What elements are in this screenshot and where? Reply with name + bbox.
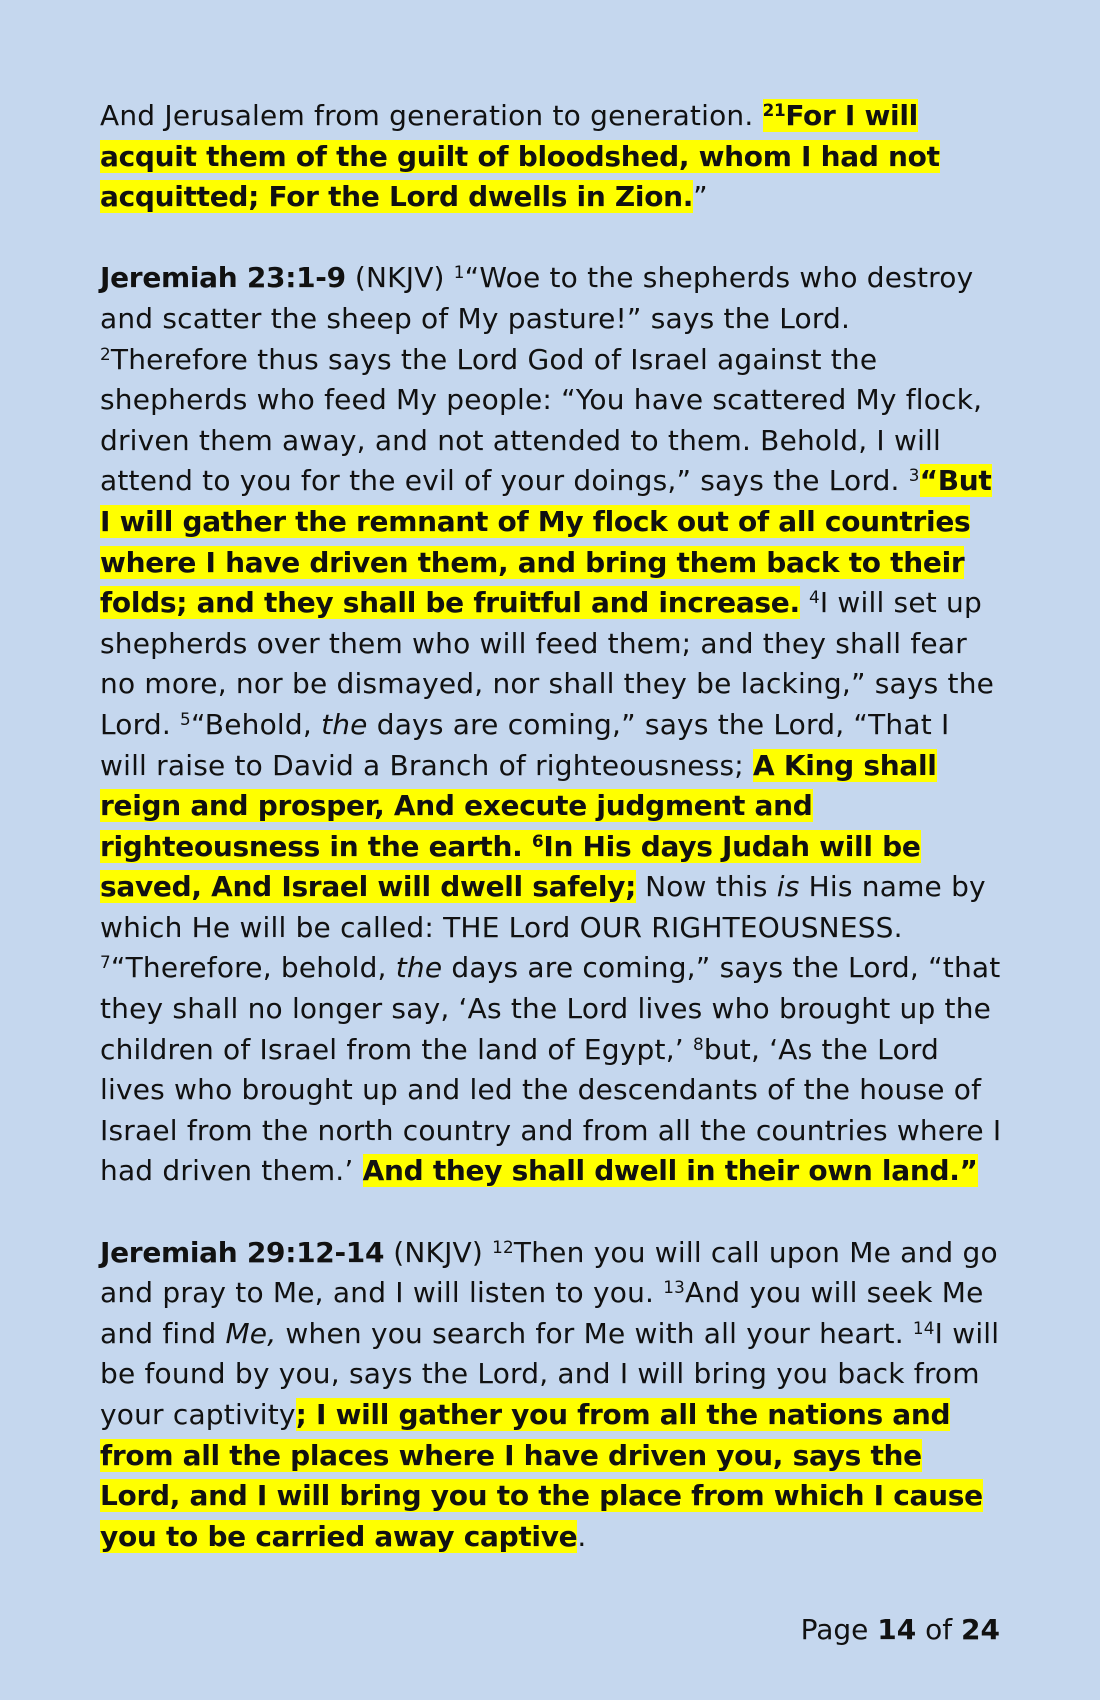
passage-text: “Behold, (190, 707, 322, 741)
passage-jeremiah-23 (100, 258, 1005, 1192)
passage-text: I will set up shepherds over them who will feed them; and they shall fear no more, nor be dismayed, nor shall they be lacking,” says the Lord. (100, 586, 995, 741)
verse-number: 1 (453, 262, 465, 283)
highlighted-text: ; I will gather you from all the nations and from all the places where I have driven you, says the Lord, and I will bring you to the place from which I cause you to be carried away captive (100, 1398, 983, 1553)
verse-number: 5 (180, 708, 191, 729)
passage-text (800, 586, 809, 619)
passage-text: “Woe to the shepherds who destroy and scatter the sheep of My pasture!” says the Lord. (100, 261, 974, 335)
passage-text: Therefore thus says the Lord God of Israel against the shepherds who feed My people: “You have scattered My flock, driven them away, and not attended to them. Behold, I will attend to you for the evil of your doings,” says the Lord. (100, 342, 983, 498)
total-pages: 24 (961, 1613, 1000, 1646)
bible-version: (NKJV) (345, 261, 454, 295)
verse-number: 21 (762, 99, 786, 120)
page-number (801, 1610, 1000, 1650)
passage-text: days are coming,” says the Lord, “That I will raise to David a Branch of righteousness; (100, 707, 950, 782)
verse-number: 2 (100, 343, 111, 364)
italic-word: the (321, 707, 368, 741)
page-of-label: of (916, 1613, 962, 1646)
current-page: 14 (877, 1613, 917, 1646)
italic-word: is (776, 870, 800, 904)
page-body (100, 96, 1005, 1557)
verse-number: 4 (808, 586, 820, 607)
passage-text: And Jerusalem from generation to generation. (100, 99, 763, 132)
passage-text: His name by which He will be called: THE Lord OUR RIGHTEOUSNESS. (100, 870, 986, 944)
italic-word: the (395, 951, 443, 985)
passage-text: but, ‘As the Lord lives who brought up and led the descendants of the house of Israel from the north country and from all the countries where I had driven them.’ (100, 1032, 1002, 1188)
highlighted-text: “But I will gather the remnant of My flock out of all countries where I have driven them, and bring them back to their folds; and they shall be fruitful and increase. (100, 464, 992, 620)
italic-word: Me, (225, 1316, 277, 1350)
passage-text: Then you will call upon Me and go and pray to Me, and I will listen to you. (100, 1235, 998, 1310)
passage-text: And you will seek Me and find (100, 1276, 984, 1350)
highlighted-text: For I will acquit them of the guilt of bloodshed, whom I had not acquitted; For the Lord dwells in Zion. (100, 99, 940, 214)
passage-text: “Therefore, behold, (110, 951, 396, 985)
verse-number: 12 (492, 1236, 514, 1257)
passage-jeremiah-29 (100, 1233, 1005, 1558)
verse-number: 7 (100, 952, 111, 973)
verse-number: 14 (912, 1317, 935, 1338)
scripture-reference: Jeremiah 29:12-14 (100, 1235, 385, 1269)
passage-text: days are coming,” says the Lord, “that they shall no longer say, ‘As the Lord lives who brought up the children of Israel from the land of Egypt,’ (100, 951, 1001, 1066)
paragraph-gap (100, 1192, 1005, 1233)
passage-joel-ending (100, 96, 1005, 218)
highlighted-text: In His days Judah will be saved, And Israel will dwell safely; (100, 829, 921, 904)
scripture-reference: Jeremiah 23:1-9 (100, 261, 346, 295)
verse-number: 8 (693, 1033, 704, 1054)
passage-text: Now this (635, 870, 777, 904)
highlighted-text: A King shall reign and prosper, And execute judgment and righteousness in the earth. (100, 748, 937, 863)
verse-number: 3 (908, 465, 920, 486)
passage-text: . (577, 1519, 587, 1553)
paragraph-gap (100, 218, 1005, 259)
passage-text: when you search for Me with all your heart. (276, 1316, 913, 1350)
passage-text: I will be found by you, says the Lord, and I will bring you back from your captivity (100, 1316, 1000, 1431)
bible-version: (NKJV) (384, 1235, 493, 1269)
page-label: Page (800, 1613, 878, 1646)
passage-text: ” (693, 180, 708, 214)
verse-number: 13 (663, 1276, 685, 1297)
highlighted-text: And they shall dwell in their own land.” (362, 1154, 978, 1188)
verse-number: 6 (531, 830, 544, 851)
